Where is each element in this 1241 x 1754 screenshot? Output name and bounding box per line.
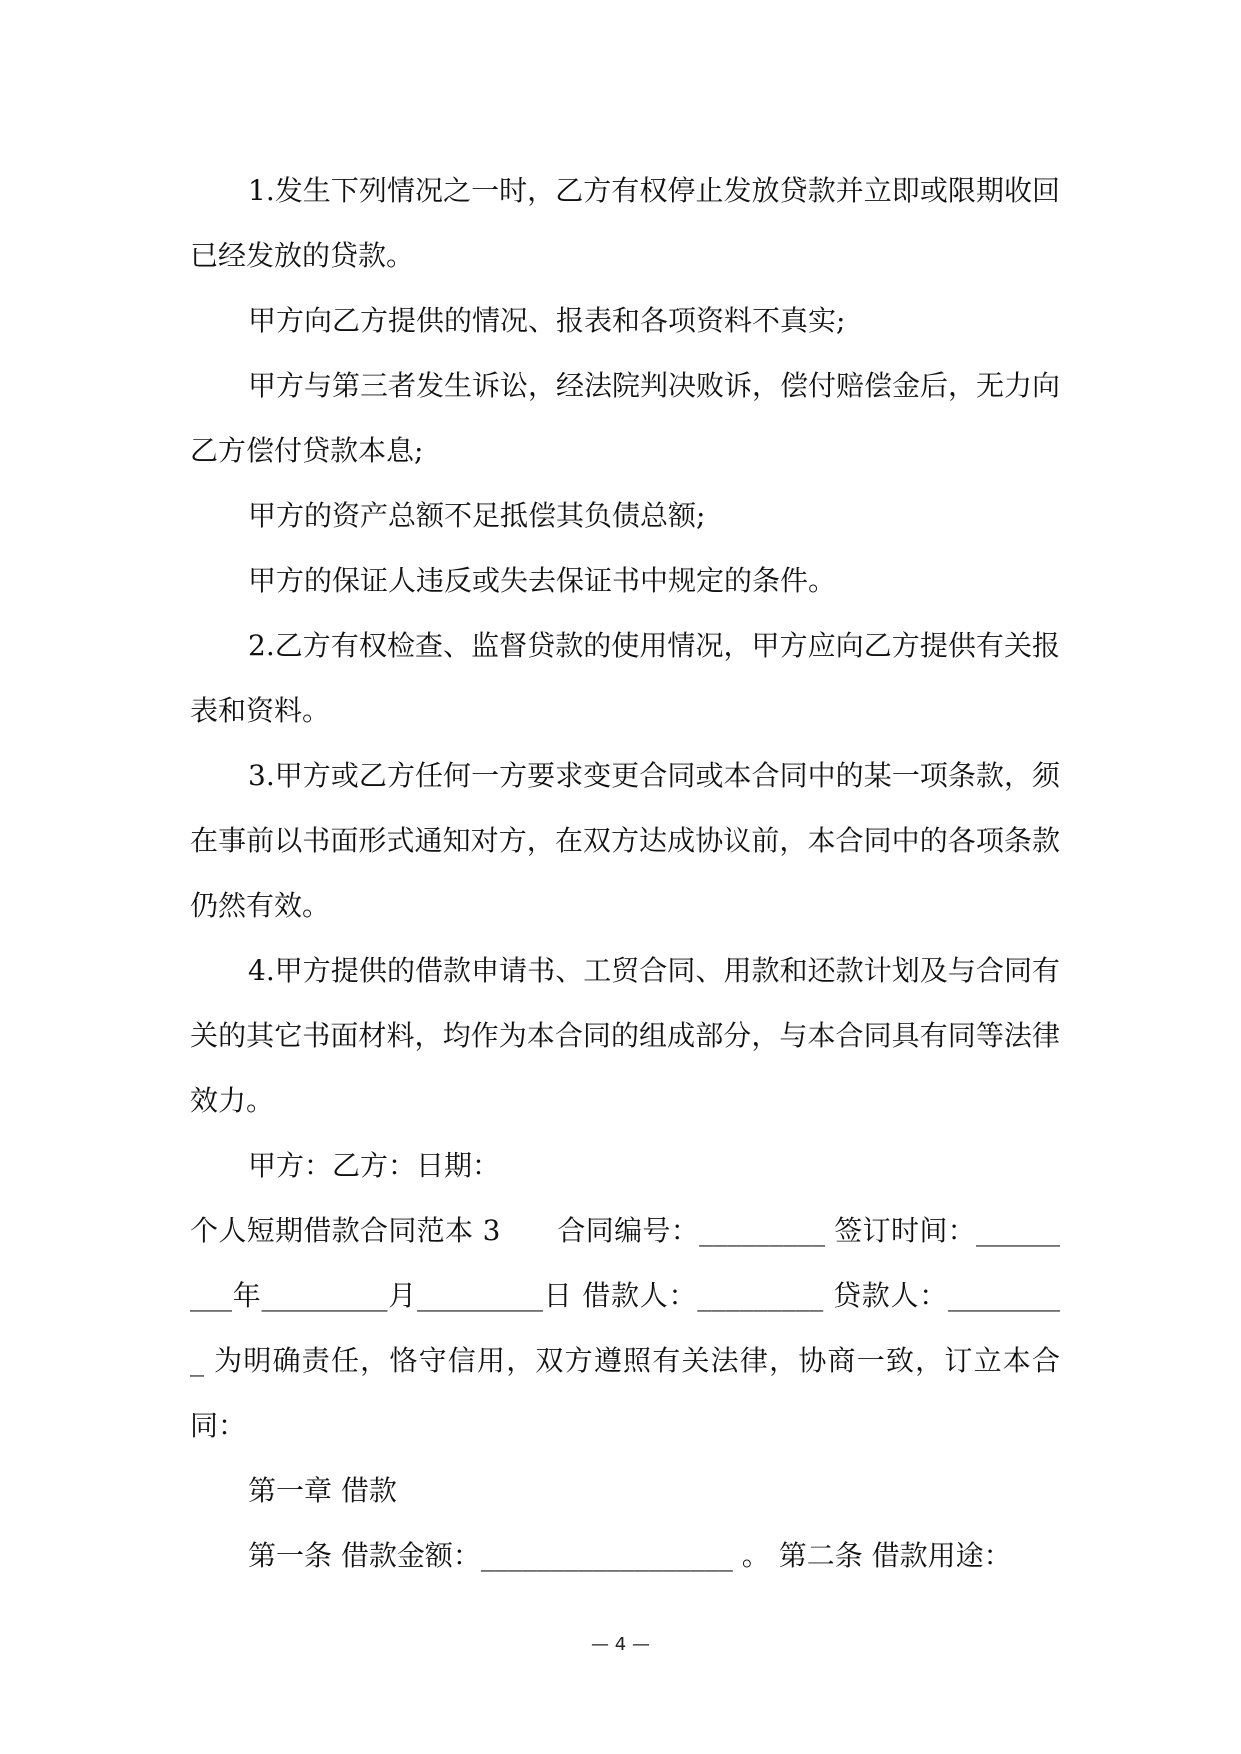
contract-template-header: 个人短期借款合同范本 3 合同编号：_________ 签订时间：_________年_________月_________日 借款人：_________ 贷款人：_________ 为明确责任，恪守信用，双方遵照有关法律，协商一致，订立本合同：	[190, 1214, 1060, 1442]
paragraph-clause-4: 4.甲方提供的借款申请书、工贸合同、用款和还款计划及与合同有关的其它书面材料，均作为本合同的组成部分，与本合同具有同等法律效力。	[190, 954, 1060, 1117]
chapter-title: 第一章 借款	[248, 1474, 397, 1507]
paragraph-clause-3: 3.甲方或乙方任何一方要求变更合同或本合同中的某一项条款，须在事前以书面形式通知对方，在双方达成协议前，本合同中的各项条款仍然有效。	[190, 759, 1060, 922]
page-number: — 4 —	[591, 1634, 650, 1655]
document-body	[190, 158, 1060, 1588]
paragraph-condition-assets: 甲方的资产总额不足抵偿其负债总额;	[248, 499, 706, 532]
paragraph-condition-false-info: 甲方向乙方提供的情况、报表和各项资料不真实;	[248, 304, 846, 337]
paragraph-condition-guarantor: 甲方的保证人违反或失去保证书中规定的条件。	[248, 564, 837, 597]
signature-line: 甲方：乙方：日期：	[248, 1149, 501, 1182]
paragraph-condition-lawsuit: 甲方与第三者发生诉讼，经法院判决败诉，偿付赔偿金后，无力向乙方偿付贷款本息;	[190, 369, 1061, 467]
paragraph-clause-2: 2.乙方有权检查、监督贷款的使用情况，甲方应向乙方提供有关报表和资料。	[190, 629, 1060, 727]
paragraph-clause-1: 1.发生下列情况之一时，乙方有权停止发放贷款并立即或限期收回已经发放的贷款。	[190, 174, 1060, 272]
article-loan-amount: 第一条 借款金额：__________________ 。 第二条 借款用途：	[248, 1539, 1012, 1572]
